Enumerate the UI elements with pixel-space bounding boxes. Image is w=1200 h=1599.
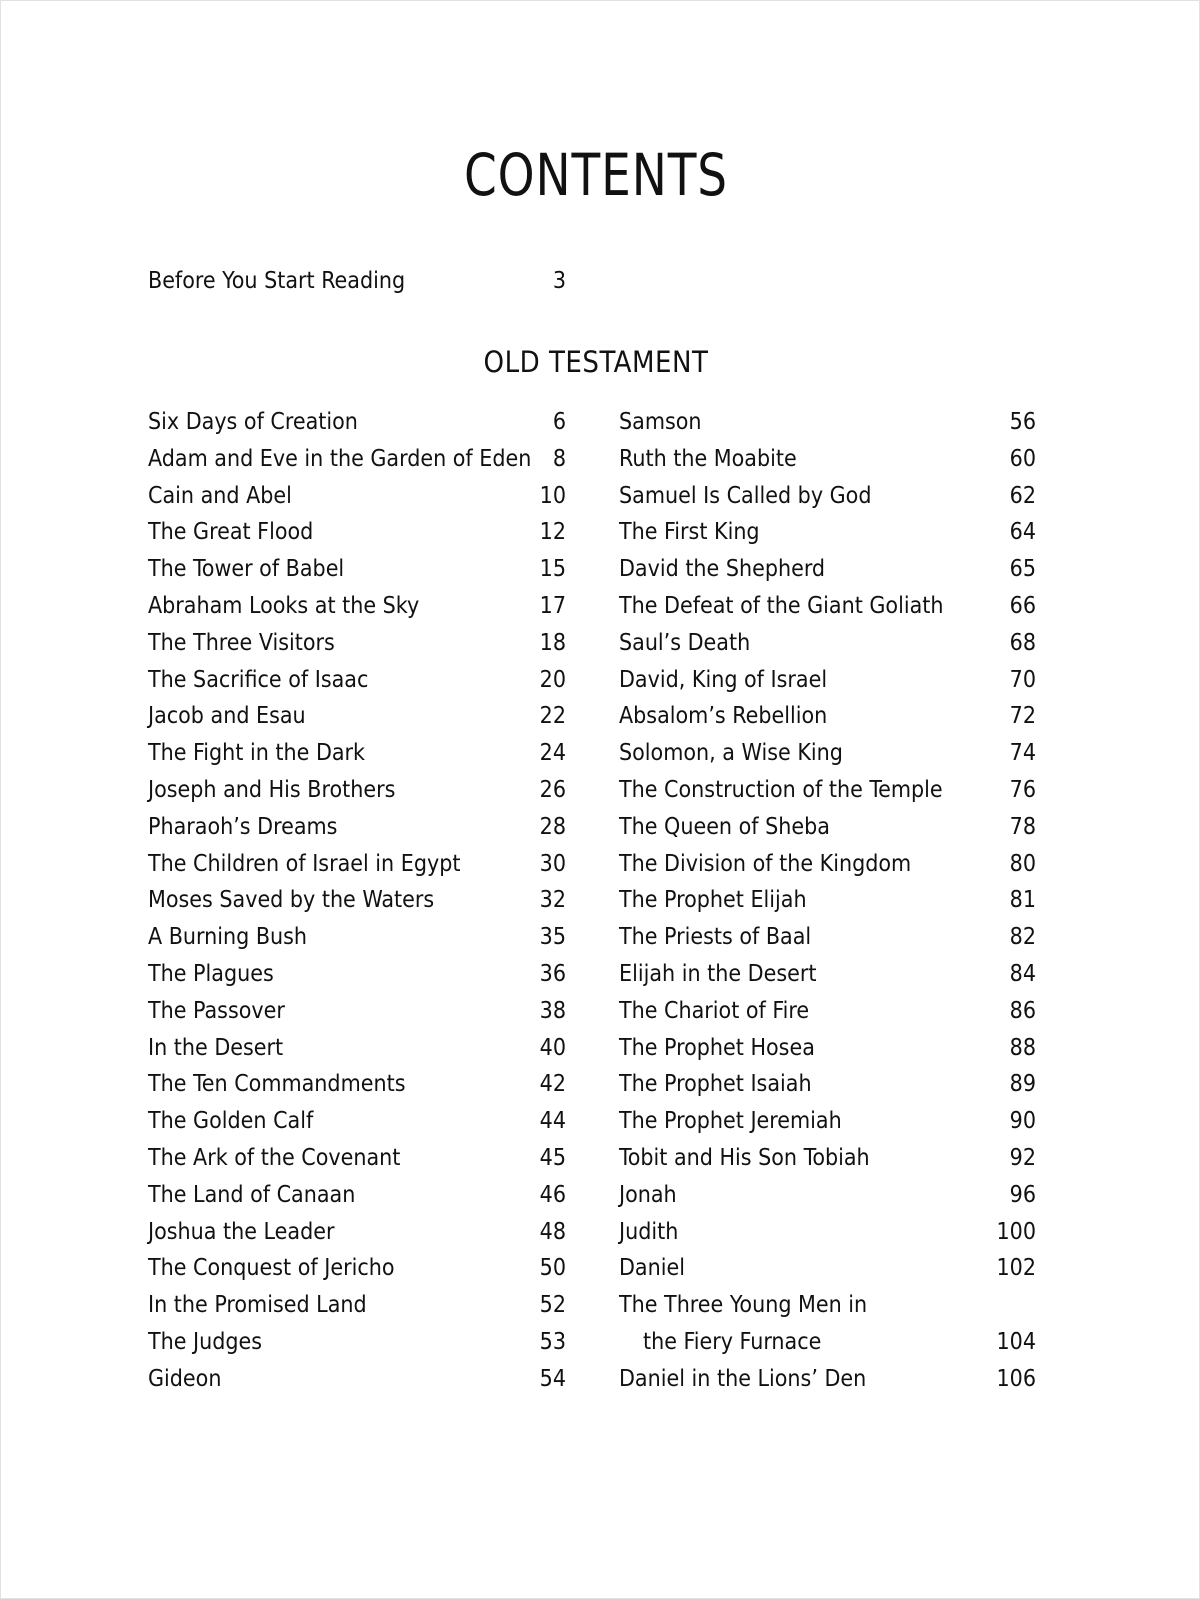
toc-entry-label: The Ten Commandments — [148, 1071, 406, 1098]
toc-entry-label: In the Desert — [148, 1034, 284, 1061]
toc-entry-label: Judith — [619, 1218, 679, 1245]
toc-entry-label: The Construction of the Temple — [619, 776, 943, 803]
toc-entry-label: The Plagues — [148, 960, 274, 987]
toc-entry[interactable] — [148, 1066, 566, 1103]
toc-entry-label: Cain and Abel — [148, 482, 292, 509]
toc-entry-label: Elijah in the Desert — [619, 960, 817, 987]
toc-entry[interactable] — [148, 1361, 566, 1398]
toc-entry[interactable] — [148, 478, 566, 515]
toc-entry-page-number: 84 — [1009, 960, 1036, 987]
toc-entry-label: David, King of Israel — [619, 666, 828, 693]
toc-entry[interactable] — [148, 1103, 566, 1140]
toc-entry[interactable] — [619, 735, 1036, 772]
toc-entry-label: Samuel Is Called by God — [619, 482, 872, 509]
toc-entry[interactable] — [148, 993, 566, 1030]
toc-entry[interactable] — [148, 1250, 566, 1287]
toc-entry-label: Jonah — [619, 1181, 677, 1208]
toc-entry-page-number: 76 — [1009, 776, 1036, 803]
toc-entry-page-number: 96 — [1009, 1181, 1036, 1208]
toc-entry[interactable] — [619, 882, 1036, 919]
toc-entry-label: The Prophet Jeremiah — [619, 1108, 842, 1135]
toc-entry-page-number: 70 — [1009, 666, 1036, 693]
toc-entry[interactable] — [148, 919, 566, 956]
toc-entry[interactable] — [619, 993, 1036, 1030]
toc-entry[interactable] — [148, 1214, 566, 1251]
toc-entry[interactable] — [148, 956, 566, 993]
toc-entry-page-number: 8 — [552, 445, 566, 472]
toc-entry[interactable] — [619, 846, 1036, 883]
toc-entry-label: Moses Saved by the Waters — [148, 887, 435, 914]
toc-entry-page-number: 90 — [1009, 1108, 1036, 1135]
toc-entry[interactable] — [619, 1250, 1036, 1287]
toc-entry-page-number: 15 — [539, 556, 566, 583]
toc-entry-label: The Division of the Kingdom — [619, 850, 912, 877]
toc-entry-label: The Queen of Sheba — [619, 813, 830, 840]
toc-entry-page-number: 20 — [539, 666, 566, 693]
toc-entry-page-number: 56 — [1009, 409, 1036, 435]
toc-entry-label: The Great Flood — [148, 519, 314, 546]
toc-entry[interactable] — [148, 662, 566, 699]
toc-entry[interactable] — [148, 404, 566, 441]
toc-entry-page-number: 62 — [1009, 482, 1036, 509]
toc-entry-page-number: 10 — [539, 482, 566, 509]
toc-entry-label: The Three Visitors — [148, 629, 335, 656]
toc-entry-page-number: 88 — [1009, 1034, 1036, 1061]
toc-entry-label: Solomon, a Wise King — [619, 740, 843, 767]
toc-entry[interactable] — [619, 1361, 1036, 1398]
toc-entry[interactable] — [148, 1324, 566, 1361]
toc-entry-label: the Fiery Furnace — [643, 1328, 822, 1355]
toc-entry-page-number: 60 — [1009, 445, 1036, 472]
toc-entry-page-number: 36 — [539, 960, 566, 987]
toc-entry-label: In the Promised Land — [148, 1292, 367, 1319]
page-title: CONTENTS — [463, 141, 729, 209]
toc-entry[interactable] — [148, 441, 566, 478]
toc-entry-label: Joseph and His Brothers — [148, 776, 396, 803]
toc-entry-label: The Three Young Men in — [619, 1292, 868, 1319]
toc-entry-page-number: 42 — [539, 1071, 566, 1098]
toc-left-column — [148, 404, 566, 1398]
toc-entry-label: The Judges — [148, 1328, 263, 1355]
toc-entry-page-number: 12 — [539, 519, 566, 546]
toc-entry-page-number: 80 — [1009, 850, 1036, 877]
toc-entry-page-number: 53 — [539, 1328, 566, 1355]
toc-entry-page-number: 3 — [552, 268, 566, 294]
toc-entry-label: The Priests of Baal — [619, 924, 812, 951]
toc-entry-label: Before You Start Reading — [148, 268, 406, 294]
section-heading: OLD TESTAMENT — [483, 345, 709, 379]
toc-entry-page-number: 44 — [539, 1108, 566, 1135]
toc-entry[interactable] — [619, 772, 1036, 809]
toc-entry-page-number: 89 — [1009, 1071, 1036, 1098]
toc-entry-label: The Golden Calf — [148, 1108, 314, 1135]
toc-entry-page-number: 68 — [1009, 629, 1036, 656]
toc-entry[interactable] — [148, 625, 566, 662]
toc-entry-label: David the Shepherd — [619, 556, 826, 583]
toc-entry-label: The Prophet Isaiah — [619, 1071, 812, 1098]
toc-entry-label: A Burning Bush — [148, 924, 308, 951]
toc-entry-page-number: 46 — [539, 1181, 566, 1208]
toc-entry-page-number: 38 — [539, 997, 566, 1024]
toc-entry[interactable] — [148, 1287, 566, 1324]
toc-entry[interactable] — [619, 698, 1036, 735]
toc-entry-page-number: 66 — [1009, 592, 1036, 619]
toc-entry-page-number: 72 — [1009, 703, 1036, 730]
toc-entry[interactable] — [619, 551, 1036, 588]
toc-entry-label: Tobit and His Son Tobiah — [619, 1144, 870, 1171]
toc-entry[interactable] — [148, 772, 566, 809]
toc-entry-page-number: 102 — [996, 1255, 1036, 1282]
toc-entry[interactable] — [148, 514, 566, 551]
toc-entry[interactable] — [619, 1214, 1036, 1251]
toc-entry-label: The Tower of Babel — [148, 556, 345, 583]
toc-entry-page-number: 52 — [539, 1292, 566, 1319]
toc-entry-label: The Passover — [148, 997, 285, 1024]
toc-entry[interactable] — [148, 735, 566, 772]
toc-entry[interactable] — [148, 551, 566, 588]
toc-entry[interactable] — [148, 882, 566, 919]
toc-entry[interactable] — [619, 1140, 1036, 1177]
toc-entry-page-number: 24 — [539, 740, 566, 767]
toc-entry-page-number: 17 — [539, 592, 566, 619]
toc-entry[interactable] — [148, 1140, 566, 1177]
toc-entry-label: Jacob and Esau — [148, 703, 306, 730]
toc-entry[interactable] — [148, 588, 566, 625]
toc-entry-page-number: 82 — [1009, 924, 1036, 951]
toc-entry-page-number: 48 — [539, 1218, 566, 1245]
toc-entry-label: Joshua the Leader — [148, 1218, 335, 1245]
toc-entry-label: Daniel — [619, 1255, 685, 1282]
toc-entry-label: The Land of Canaan — [148, 1181, 356, 1208]
toc-entry-page-number: 106 — [996, 1365, 1036, 1392]
toc-entry-page-number: 35 — [539, 924, 566, 951]
toc-entry[interactable] — [148, 1030, 566, 1067]
toc-entry[interactable] — [619, 919, 1036, 956]
toc-entry-page-number: 18 — [539, 629, 566, 656]
toc-entry-intro[interactable] — [148, 263, 566, 300]
toc-entry-page-number: 26 — [539, 776, 566, 803]
toc-entry-page-number: 32 — [539, 887, 566, 914]
toc-entry[interactable] — [619, 1066, 1036, 1103]
toc-right-column — [619, 404, 1036, 1398]
toc-entry-page-number: 40 — [539, 1034, 566, 1061]
toc-entry-label: Six Days of Creation — [148, 409, 358, 435]
toc-entry[interactable] — [619, 1324, 1036, 1361]
toc-entry[interactable] — [619, 1177, 1036, 1214]
toc-entry-label: Ruth the Moabite — [619, 445, 797, 472]
toc-entry[interactable] — [619, 662, 1036, 699]
toc-entry-page-number: 45 — [539, 1144, 566, 1171]
toc-entry[interactable] — [619, 956, 1036, 993]
toc-entry-label: Pharaoh’s Dreams — [148, 813, 338, 840]
toc-entry-page-number: 81 — [1009, 887, 1036, 914]
toc-entry[interactable] — [148, 1177, 566, 1214]
toc-entry-label: Abraham Looks at the Sky — [148, 592, 420, 619]
toc-entry-label: The Prophet Elijah — [619, 887, 807, 914]
toc-entry[interactable] — [619, 588, 1036, 625]
toc-entry[interactable] — [619, 809, 1036, 846]
toc-entry[interactable] — [619, 625, 1036, 662]
toc-entry-label: Daniel in the Lions’ Den — [619, 1365, 867, 1392]
toc-entry[interactable] — [148, 698, 566, 735]
toc-entry-page-number: 78 — [1009, 813, 1036, 840]
toc-entry[interactable] — [619, 1287, 1036, 1324]
toc-entry-page-number: 28 — [539, 813, 566, 840]
toc-entry-label: The Sacrifice of Isaac — [148, 666, 369, 693]
toc-entry-label: The Fight in the Dark — [148, 740, 366, 767]
toc-entry[interactable] — [619, 1030, 1036, 1067]
toc-entry[interactable] — [148, 809, 566, 846]
toc-entry-label: The Defeat of the Giant Goliath — [619, 592, 944, 619]
toc-entry-label: Absalom’s Rebellion — [619, 703, 828, 730]
toc-entry-page-number: 6 — [552, 409, 566, 435]
toc-entry[interactable] — [619, 441, 1036, 478]
toc-entry-label: Adam and Eve in the Garden of Eden — [148, 445, 532, 472]
toc-entry-page-number: 104 — [996, 1328, 1036, 1355]
toc-entry-page-number: 92 — [1009, 1144, 1036, 1171]
toc-entry-label: The Prophet Hosea — [619, 1034, 815, 1061]
toc-entry-page-number: 22 — [539, 703, 566, 730]
toc-entry[interactable] — [619, 478, 1036, 515]
toc-entry-label: Saul’s Death — [619, 629, 751, 656]
toc-entry-page-number: 64 — [1009, 519, 1036, 546]
toc-entry[interactable] — [619, 1103, 1036, 1140]
toc-entry-label: The Ark of the Covenant — [148, 1144, 401, 1171]
toc-entry-label: The Children of Israel in Egypt — [148, 850, 461, 877]
toc-entry-label: Samson — [619, 409, 702, 435]
toc-entry[interactable] — [148, 846, 566, 883]
toc-entry-page-number: 100 — [996, 1218, 1036, 1245]
toc-entry-page-number: 50 — [539, 1255, 566, 1282]
toc-entry-label: The First King — [619, 519, 760, 546]
toc-entry-label: The Chariot of Fire — [619, 997, 810, 1024]
toc-entry-page-number: 74 — [1009, 740, 1036, 767]
toc-entry-page-number: 30 — [539, 850, 566, 877]
toc-entry[interactable] — [619, 404, 1036, 441]
toc-entry-page-number: 54 — [539, 1365, 566, 1392]
toc-entry-page-number: 86 — [1009, 997, 1036, 1024]
toc-entry[interactable] — [619, 514, 1036, 551]
toc-entry-label: Gideon — [148, 1365, 222, 1392]
toc-entry-page-number: 65 — [1009, 556, 1036, 583]
toc-entry-label: The Conquest of Jericho — [148, 1255, 395, 1282]
